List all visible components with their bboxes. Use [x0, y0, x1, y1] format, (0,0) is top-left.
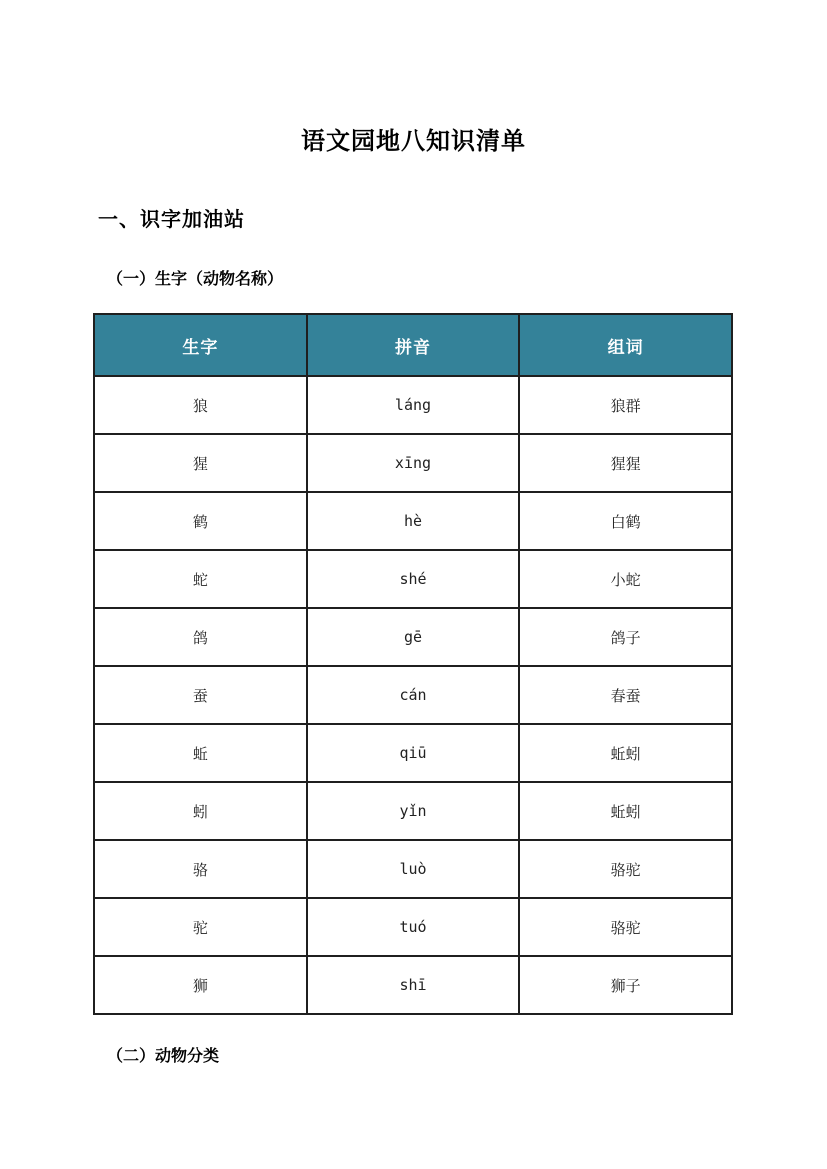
table-row	[94, 724, 732, 782]
word-cell: 狼群	[519, 376, 732, 434]
char-cell: 鸽	[94, 608, 307, 666]
pinyin-cell: hè	[307, 492, 520, 550]
word-cell: 骆驼	[519, 898, 732, 956]
table-row	[94, 376, 732, 434]
subsection-heading-characters: （一）生字（动物名称）	[107, 271, 284, 288]
table-row	[94, 666, 732, 724]
pinyin-cell: gē	[307, 608, 520, 666]
word-cell: 白鹤	[519, 492, 732, 550]
word-cell: 小蛇	[519, 550, 732, 608]
word-cell: 骆驼	[519, 840, 732, 898]
word-cell: 狮子	[519, 956, 732, 1014]
char-cell: 蚯	[94, 724, 307, 782]
page-title: 语文园地八知识清单	[301, 128, 526, 155]
char-cell: 鹤	[94, 492, 307, 550]
char-cell: 狼	[94, 376, 307, 434]
char-cell: 狮	[94, 956, 307, 1014]
char-cell: 骆	[94, 840, 307, 898]
table-header-pinyin: 拼音	[307, 314, 520, 376]
pinyin-cell: shī	[307, 956, 520, 1014]
table-row	[94, 550, 732, 608]
pinyin-cell: yǐn	[307, 782, 520, 840]
word-cell: 蚯蚓	[519, 782, 732, 840]
table-row	[94, 782, 732, 840]
subsection-heading-animal-classification: （二）动物分类	[107, 1048, 220, 1065]
word-cell: 春蚕	[519, 666, 732, 724]
vocab-table-body	[94, 376, 732, 1014]
char-cell: 蚕	[94, 666, 307, 724]
vocab-table	[93, 313, 733, 1015]
char-cell: 蚓	[94, 782, 307, 840]
char-cell: 驼	[94, 898, 307, 956]
char-cell: 猩	[94, 434, 307, 492]
table-row	[94, 434, 732, 492]
table-row	[94, 956, 732, 1014]
vocab-table-header	[94, 314, 732, 376]
section-heading-literacy-station: 一、识字加油站	[98, 209, 245, 231]
table-row	[94, 898, 732, 956]
table-row	[94, 840, 732, 898]
pinyin-cell: qiū	[307, 724, 520, 782]
word-cell: 鸽子	[519, 608, 732, 666]
table-row	[94, 492, 732, 550]
pinyin-cell: luò	[307, 840, 520, 898]
pinyin-cell: láng	[307, 376, 520, 434]
pinyin-cell: cán	[307, 666, 520, 724]
table-header-char: 生字	[94, 314, 307, 376]
table-row	[94, 608, 732, 666]
word-cell: 蚯蚓	[519, 724, 732, 782]
pinyin-cell: shé	[307, 550, 520, 608]
char-cell: 蛇	[94, 550, 307, 608]
pinyin-cell: xīng	[307, 434, 520, 492]
table-header-word: 组词	[519, 314, 732, 376]
word-cell: 猩猩	[519, 434, 732, 492]
pinyin-cell: tuó	[307, 898, 520, 956]
table-header-row	[94, 314, 732, 376]
